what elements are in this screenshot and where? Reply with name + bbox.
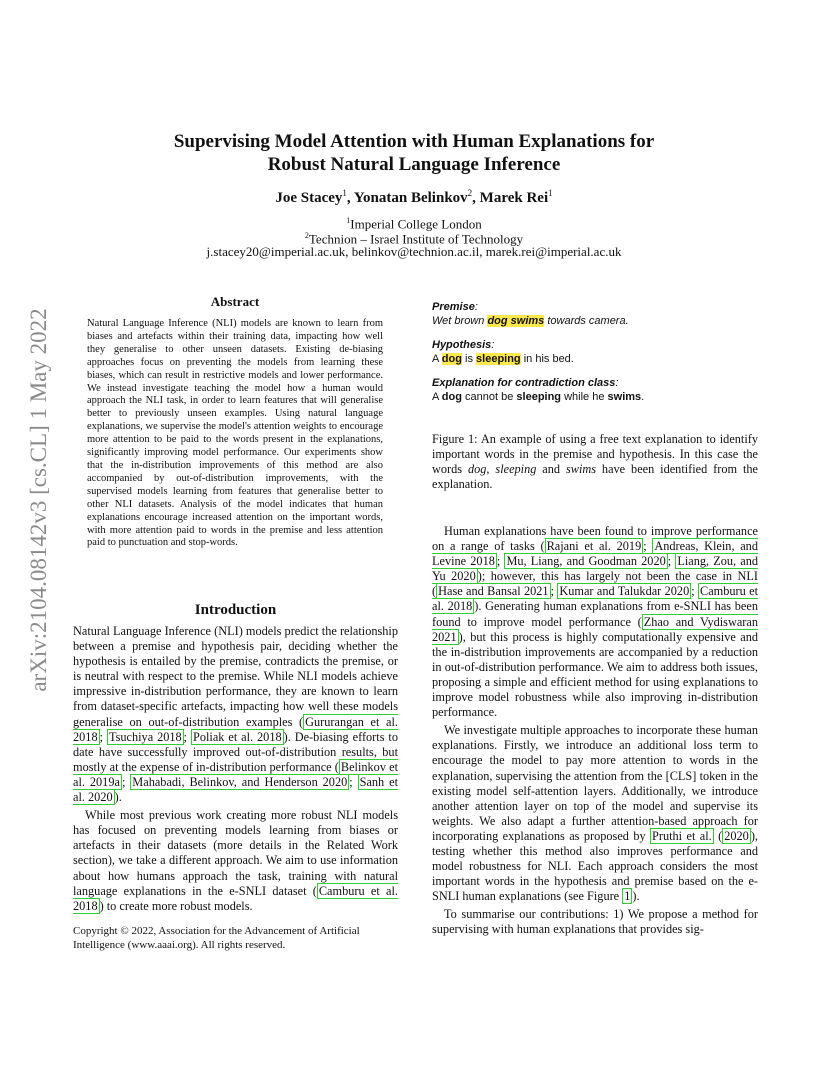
hypothesis-block: Hypothesis: A dog is sleeping in his bed. bbox=[432, 339, 574, 365]
citation-link[interactable]: Rajani et al. 2019 bbox=[546, 539, 642, 554]
citation-link[interactable]: Hase and Bansal 2021 bbox=[438, 584, 549, 599]
abstract-body: Natural Language Inference (NLI) models are known to learn from biases and artefacts within their training data, impacting how well they generalise to other unseen datasets. Existing de-biasing approaches focus on preventing the models from learning these biases, which can result in restrictive models and lower performance. We instead investigate teaching the model how a human would approach the NLI task, in order to learn features that will generalise better to previously unseen examples. Using natural language explanations, we supervise the model's attention weights to encourage more attention to be paid to the words present in the explanations, significantly improving model performance. Our experiments show that the in-distribution improvements of this method are also accompanied by out-of-distribution improvements, with the supervised models learning from features that generalise better to other NLI datasets. Analysis of the model indicates that human explanations encourage increased attention on the important words, with more attention paid to words in the premise and less attention paid to punctuation and stop-words. bbox=[87, 318, 383, 549]
paper-title bbox=[100, 130, 728, 176]
citation-link[interactable]: Belinkov et al. 2019a bbox=[73, 759, 398, 789]
abstract-heading: Abstract bbox=[210, 294, 260, 309]
intro-paragraph bbox=[73, 808, 398, 914]
introduction-body bbox=[73, 624, 398, 917]
text-run: A bbox=[432, 353, 442, 365]
text-run: ; bbox=[99, 729, 107, 744]
citation-link[interactable]: Liang, Zou, and Yu 2020 bbox=[432, 554, 758, 584]
text-run: in his bed. bbox=[520, 353, 574, 365]
text-run: Human explanations have been found to improve performance on a range of tasks ( bbox=[432, 524, 758, 554]
text-run: . bbox=[641, 391, 645, 403]
author-list: Joe Stacey$^1$, Yonatan Belinkov$^2$, Marek Rei$^1$ bbox=[275, 188, 553, 206]
citation-link[interactable]: Camburu et al. 2018 bbox=[73, 883, 398, 913]
author-emails: j.stacey20@imperial.ac.uk, belinkov@technion.ac.il, marek.rei@imperial.ac.uk bbox=[206, 244, 622, 259]
text-run: ). bbox=[632, 889, 640, 904]
text-run: have been identified from the explanation. bbox=[432, 462, 758, 492]
text-run: ; bbox=[496, 554, 505, 569]
citation-link[interactable]: Kumar and Talukdar 2020 bbox=[559, 584, 690, 599]
text-run: A bbox=[432, 391, 442, 403]
highlighted-word: sleeping bbox=[476, 353, 521, 365]
figure-reference-link[interactable]: 1 bbox=[624, 889, 631, 904]
text-run: Figure 1: An example of using a free text explanation to identify important words in the premise and hypothesis. In this case the words bbox=[432, 432, 758, 477]
text-run: while he bbox=[561, 391, 608, 403]
text-run: ; bbox=[550, 584, 558, 599]
citation-link[interactable]: Poliak et al. 2018 bbox=[193, 729, 282, 744]
text-run: ; bbox=[349, 774, 358, 789]
hypothesis-label: Hypothesis bbox=[432, 339, 492, 351]
title-line-1: Supervising Model Attention with Human Explanations for bbox=[173, 131, 655, 152]
figure-1-example bbox=[432, 300, 758, 414]
body-paragraph bbox=[432, 723, 758, 904]
text-run: ; bbox=[643, 539, 653, 554]
citation-link[interactable]: Gururangan et al. 2018 bbox=[73, 714, 398, 744]
text-run: ; bbox=[183, 729, 192, 744]
body-paragraph bbox=[432, 524, 758, 720]
arxiv-identifier bbox=[8, 290, 70, 710]
text-run: We investigate multiple approaches to incorporate these human explanations. Firstly, we introduce an additional loss term to encourage the model to pay more attention to words in the explanation, supervising the attention from the [CLS] token in the existing model self-attention layers. Additionally, we introduce another attention layer on top of the model and supervise its weights. We also adapt a further attention-based approach for incorporating explanations as proposed by bbox=[432, 723, 758, 843]
text-run: ). bbox=[114, 790, 122, 805]
text-run: Natural Language Inference (NLI) models predict the relationship between a premise and hypothesis pair, deciding whether the hypothesis is entailed by the premise, contradicts the premise, or is neutral with respect to the premise. While NLI models achieve impressive in-distribution performance, they are known to learn from dataset-specific artefacts, impacting how well these models generalise on out-of-distribution examples ( bbox=[73, 624, 398, 729]
citation-link[interactable]: Zhao and Vydiswaran 2021 bbox=[432, 614, 759, 644]
text-run: ). Generating human explanations from e-SNLI has been found to improve model performance ( bbox=[432, 599, 758, 629]
author-name: Yonatan Belinkov bbox=[353, 190, 468, 206]
text-run: ), testing whether this method also improves performance and model robustness for NLI. Each approach considers the most important words in the hypothesis and premise based on the e-SNLI human explanations (see Figure bbox=[432, 828, 758, 904]
introduction-heading: Introduction bbox=[194, 602, 277, 618]
copyright-notice: Copyright © 2022, Association for the Advancement of Artificial Intelligence (www.aaai.org). All rights reserved. bbox=[73, 925, 360, 951]
affiliation-text: Technion – Israel Institute of Technology bbox=[308, 231, 524, 247]
author-affiliation-mark: 1 bbox=[342, 188, 347, 198]
text-run: ; bbox=[667, 554, 676, 569]
key-word: sleeping bbox=[516, 391, 562, 403]
text-run: ; bbox=[691, 584, 699, 599]
text-run: ) to create more robust models. bbox=[99, 898, 253, 913]
premise-label: Premise bbox=[432, 301, 475, 313]
affiliation-mark: 1 bbox=[346, 216, 351, 225]
citation-link[interactable]: Sanh et al. 2020 bbox=[73, 774, 399, 805]
citation-link[interactable]: Mu, Liang, and Goodman 2020 bbox=[506, 554, 666, 569]
italic-word: dog bbox=[467, 462, 487, 477]
italic-word: sleeping bbox=[495, 462, 537, 477]
italic-word: swims bbox=[565, 462, 597, 477]
text-run: , bbox=[486, 462, 496, 477]
text-run: ; bbox=[121, 774, 131, 789]
highlighted-word: dog swims bbox=[487, 315, 545, 327]
explanation-label: Explanation for contradiction class bbox=[432, 377, 616, 389]
key-word: dog bbox=[441, 391, 462, 403]
author-affiliation-mark: 1 bbox=[548, 188, 553, 198]
intro-paragraph bbox=[73, 624, 398, 805]
citation-link[interactable]: Mahabadi, Belinkov, and Henderson 2020 bbox=[132, 774, 348, 789]
explanation-block: Explanation for contradiction class: A dog cannot be sleeping while he swims. bbox=[432, 377, 645, 403]
author-affiliation-mark: 2 bbox=[467, 188, 473, 198]
text-run: ). De-biasing efforts to date have successfully improved out-of-distribution results, but mostly at the expense of in-distribution performance ( bbox=[73, 729, 398, 774]
author-name: Marek Rei bbox=[479, 190, 549, 206]
citation-link[interactable]: Tsuchiya 2018 bbox=[108, 729, 182, 744]
text-run: towards camera. bbox=[544, 315, 629, 327]
body-paragraph: To summarise our contributions: 1) We propose a method for supervising with human explanations that provides sig- bbox=[432, 907, 758, 937]
key-word: swims bbox=[607, 391, 642, 403]
arxiv-identifier-text: arXiv:2104.08142v3 [cs.CL] 1 May 2022 bbox=[26, 308, 51, 692]
text-run: While most previous work creating more robust NLI models has focused on preventing models learning from biases or artefacts in their datasets (more details in the Related Work section), we take a different approach. We aim to use information about how humans approach the task, training with natural language explanations in the e-SNLI dataset ( bbox=[73, 808, 398, 898]
author-name: Joe Stacey bbox=[275, 190, 343, 206]
citation-link[interactable]: Pruthi et al. bbox=[652, 828, 712, 843]
citation-link[interactable]: Camburu et al. 2018 bbox=[432, 584, 759, 614]
premise-block: Premise: Wet brown dog swims towards camera. bbox=[432, 301, 629, 327]
text-run: Wet brown bbox=[432, 315, 488, 327]
citation-link[interactable]: 2020 bbox=[724, 828, 749, 843]
text-run: ); however, this has largely not been the case in NLI ( bbox=[432, 569, 758, 599]
figure-1-caption bbox=[432, 432, 758, 492]
affiliation-text: Imperial College London bbox=[350, 216, 482, 232]
text-run: and bbox=[536, 462, 566, 477]
text-run: ( bbox=[713, 828, 723, 843]
affiliation-mark: 2 bbox=[304, 231, 309, 240]
highlighted-word: dog bbox=[441, 353, 462, 365]
citation-link[interactable]: Andreas, Klein, and Levine 2018 bbox=[432, 539, 758, 569]
right-column-body bbox=[432, 524, 758, 941]
text-run: cannot be bbox=[461, 391, 517, 403]
text-run: is bbox=[461, 353, 477, 365]
title-line-2: Robust Natural Language Inference bbox=[267, 154, 561, 175]
text-run: ), but this process is highly computationally expensive and the in-distribution improvements are accompanied by a reduction in out-of-distribution performance. We aim to address both issues, proposing a simple and efficient method for using explanations to improve model robustness while also improving in-distribution performance. bbox=[432, 629, 758, 720]
